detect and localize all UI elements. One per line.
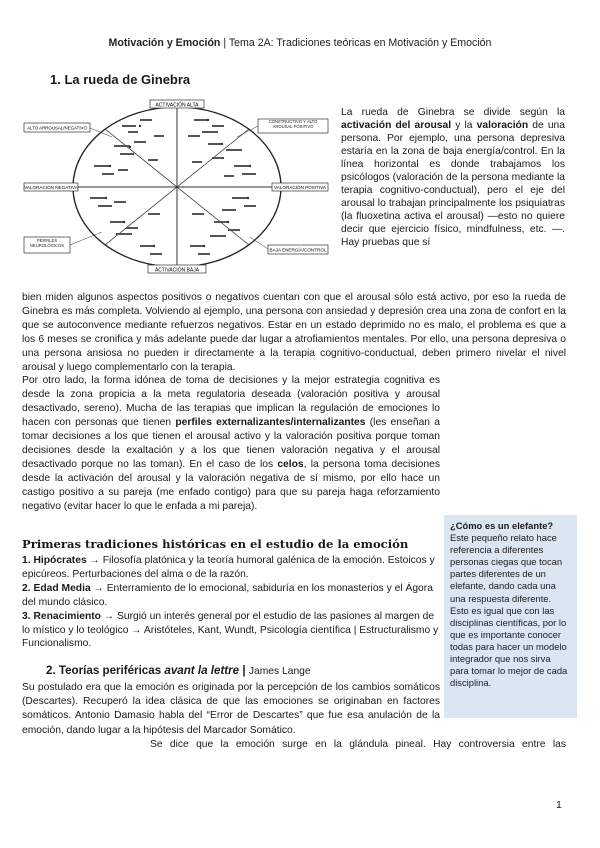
header-separator: | [220, 37, 229, 49]
paragraph-continuation: bien miden algunos aspectos positivos o negativos cuentan con que el arousal sólo está activo, por eso la rueda de Ginebra es más completa. Volviendo al ejemplo, una persona con ansiedad y depresión crea una zona de confort en la que se autoconvence mediante refuerzos negativos. Estar en un estado deprimido no es malo, el problema es que a los 6 meses se cronifica y más adelante puede dar lugar a atrofiamientos mentales. Por ello, una persona depresiva o una persona ansiosa no pueden ir directamente a la terapia cognitivo-conductual, deben primero nivelar el nivel arousal y luego complementarlo con la terapia. [22, 292, 566, 373]
sidebox-body: Este pequeño relato hace referencia a diferentes personas ciegas que tocan partes diferentes de un elefante, dando cada una una respuesta diferente. Esto es igual que con las disciplinas científicas, por lo que es importante conocer todas para hacer un modelo integrador que nos sirva para tomar lo mejor de cada disciplina. [450, 532, 568, 689]
elephant-sidebox [444, 515, 577, 718]
list-item: 3. Renacimiento → Surgió un interés general por el estudio de las pasiones al margen de lo místico y lo teológico → Aristóteles, Kant, Wundt, Psicología científica | Estructuralismo y Funcionalismo. [22, 610, 439, 650]
label-negative-valuation: VALORACIÓN NEGATIVA [24, 185, 78, 190]
wheel-intro-paragraph: La rueda de Ginebra se divide según la activación del arousal y la valoración de una persona. Por ejemplo, una persona depresiva estaría en la zona de baja energía/control. En la línea horizontal es donde trabajamos los psicólogos (valoración de la persona mediante la terapia cognitivo-conductual), pero el eje del arousal lo trabajan principalmente los psiquiatras (la fluoxetina activa el arousal) —esto no quiere decir que ejercicio físico, mindfulness, etc. —. Hay pruebas que sí [341, 107, 566, 248]
page-header [0, 37, 600, 49]
term-valuation: valoración [476, 120, 529, 131]
section-2-title: 2. Teorías periféricas avant la lettre | James Lange [46, 664, 311, 677]
geneva-wheel-diagram [22, 97, 332, 275]
sidebox-title: ¿Cómo es un elefante? [450, 520, 554, 531]
history-list [22, 554, 440, 651]
avant-la-lettre: avant la lettre [164, 664, 240, 677]
topic-name: Tema 2A: Tradiciones teóricas en Motivación y Emoción [228, 37, 492, 49]
item-name: Renacimiento [33, 610, 101, 622]
label-neurological-profiles: PERFILES NEUROLÓGICOS [29, 238, 65, 248]
section-2-body: Su postulado era que la emoción es originada por la percepción de los cambios somáticos (Descartes). Recuperó la idea clásica de que las emociones se originaban en factores somáticos. Antonio Damasio habla del “Error de Descartes” que fue esa anulación de la emoción, dando lugar a la hipótesis del Marcador Somático. [22, 682, 440, 736]
term-jealousy: celos [277, 458, 304, 470]
section-1-title: 1. La rueda de Ginebra [50, 72, 191, 87]
label-constructive-positive: CONSTRUCTIVO Y ALTO AROUSAL POSITIVO [268, 119, 318, 129]
history-title: Primeras tradiciones históricas en el estudio de la emoción [22, 537, 409, 551]
list-item: 1. Hipócrates → Filosofía platónica y la teoría humoral galénica de la emoción. Estoicos y epicúreos. Perturbaciones del alma o de la razón. [22, 555, 435, 580]
item-name: Hipócrates [33, 555, 87, 566]
section-2-last-line: Se dice que la emoción surge en la glándula pineal. Hay controversia entre las [150, 739, 566, 750]
geneva-wheel-figure [22, 97, 332, 275]
course-name: Motivación y Emoción [108, 37, 221, 49]
author-name: James Lange [248, 666, 311, 677]
label-low-energy-control: BAJA ENERGÍA/CONTROL [269, 247, 327, 253]
label-high-arousal-negative: ALTO ARROUSAL/NEGATIVO [27, 125, 87, 131]
label-activation-high: ACTIVACIÓN ALTA [155, 102, 199, 109]
paragraph-decision-making: Por otro lado, la forma idónea de toma de decisiones y la mejor estrategia cognitiva es desde la zona propicia a la meta regulatoria deseada (valoración positiva y arousal desactivado, sereno). Mucha de las terapias que implican la regulación de emociones lo hacen con personas que tienen perfiles externalizantes/internalizantes (les enseñan a tomar decisiones a los que tienen el arousal activo y la valoración positiva porque toman decisiones desde la exaltación y a los que tienen valoración negativa y el arousal desactivado porque no las toman). En el caso de los celos, la persona toma decisiones desde la activación del arousal y la valoración negativa de sí mismo, por ello hace un castigo positivo a su pareja (me enfado contigo) para que su pareja haga reforzamiento negativo (evitar hacer lo que le enfada a mi pareja). [22, 375, 441, 512]
wheel-body-text [22, 291, 566, 514]
list-item: 2. Edad Media → Enterramiento de lo emocional, sabiduría en los monasterios y el Ágora del mundo clásico. [22, 582, 433, 608]
label-activation-low: ACTIVACIÓN BAJA [154, 267, 200, 274]
label-positive-valuation: VALORACIÓN POSITIVA [274, 185, 326, 190]
page-number: 1 [556, 799, 562, 811]
term-externalizing-profiles: perfiles externalizantes/internalizantes [175, 417, 366, 429]
term-arousal-activation: activación del arousal [341, 120, 452, 131]
item-name: Edad Media [33, 582, 91, 594]
